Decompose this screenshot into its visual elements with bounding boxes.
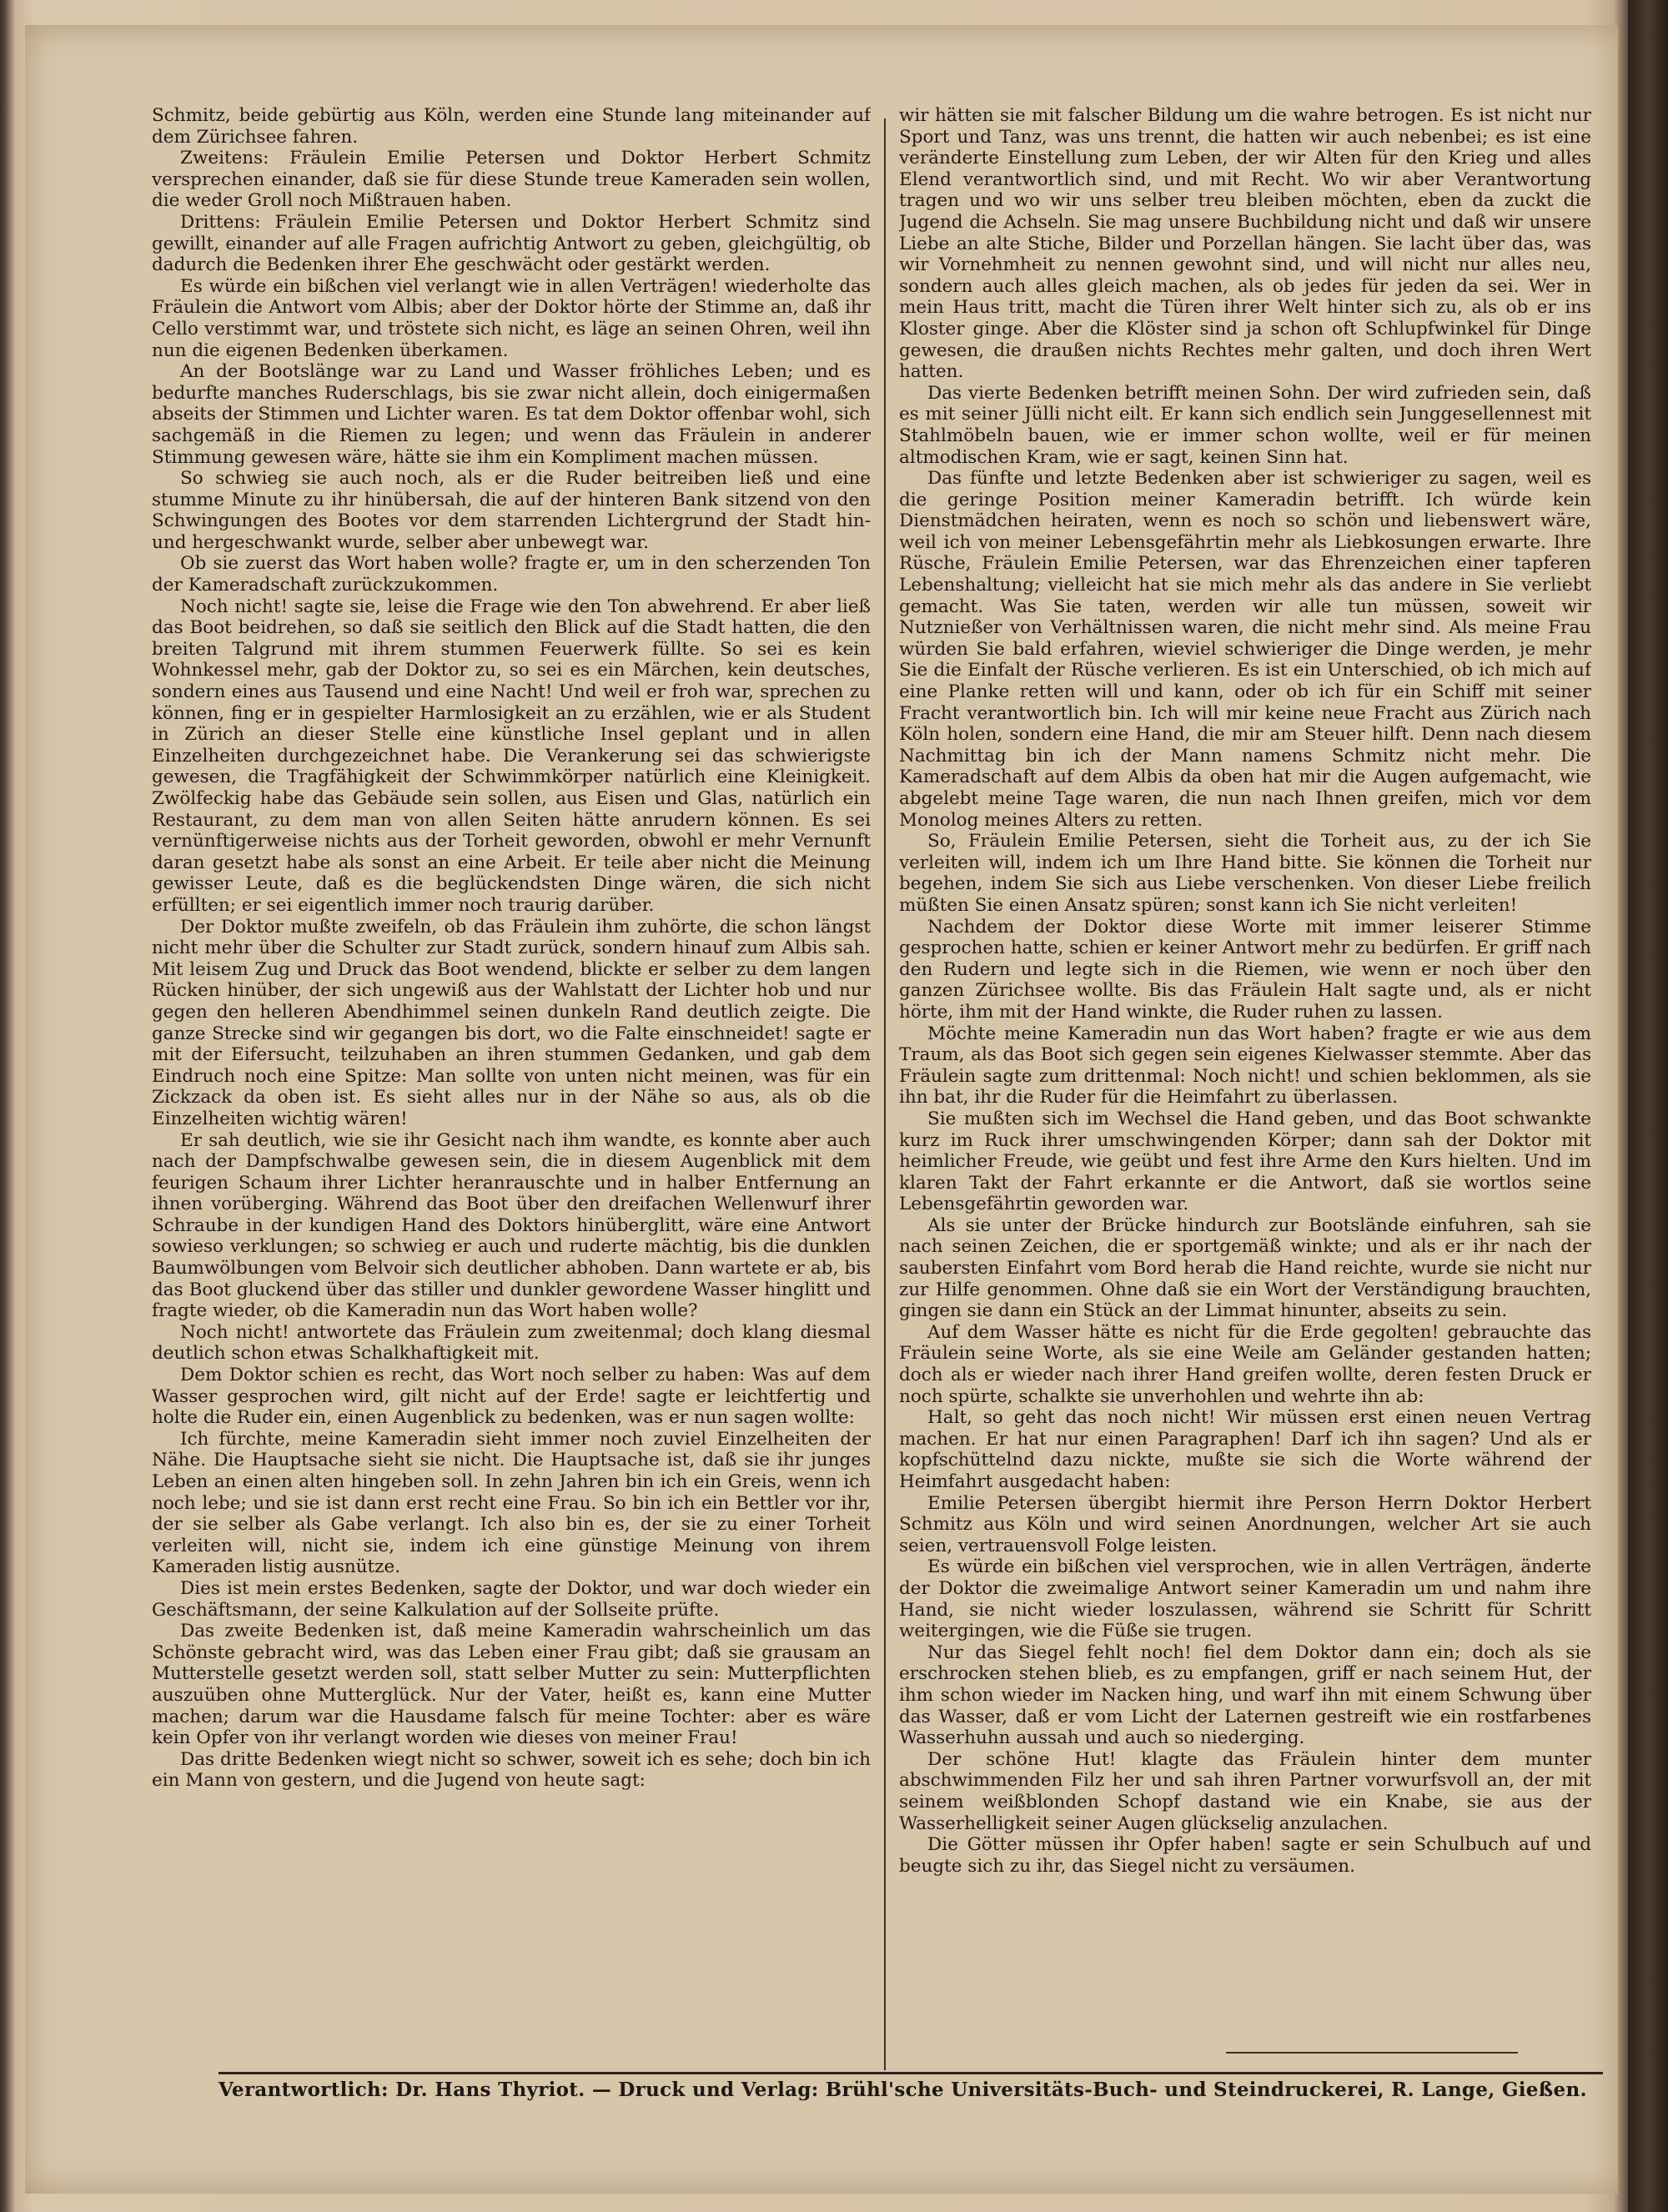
paragraph: Das fünfte und letzte Bedenken aber ist schwieriger zu sagen, weil es die geringe Position meiner Kameradin betrifft. Ich würde kein Dienstmädchen heiraten, wenn es noch so schön und liebenswert wäre, weil ich von meiner Lebensgefährtin mehr als Liebkosungen erwarte. Ihre Rüsche, Fräulein Emilie Petersen, war das Ehrenzeichen einer tapferen Lebenshaltung; vielleicht hat sie mich mehr als das andere in Sie verliebt gemacht. Was Sie taten, werden wir alle tun müssen, soweit wir Nutznießer von Verhältnissen waren, die nicht mehr sind. Als meine Frau würden Sie bald erfahren, wieviel schwieriger die Dinge werden, je mehr Sie die Einfalt der Rüsche verlieren. Es ist ein Unterschied, ob ich mich auf eine Planke retten will und kann, oder ob ich für ein Schiff mit seiner Fracht verantwortlich bin. Ich will mir keine neue Fracht aus Zürich nach Köln holen, sondern eine Hand, die mir am Steuer hilft. Denn nach diesem Nachmittag bin ich der Mann namens Schmitz nicht mehr. Die Kameradschaft auf dem Albis da oben hat mir die Augen aufgemacht, wie abgelebt meine Tage waren, die nun nach Ihnen greifen, mich vor dem Monolog meines Alters zu retten.	[899, 468, 1591, 831]
newspaper-page	[25, 25, 1618, 2194]
paragraph: An der Bootslänge war zu Land und Wasser fröhliches Leben; und es bedurfte manches Ruderschlags, bis sie zwar nicht allein, doch einigermaßen abseits der Stimmen und Lichter waren. Es tat dem Doktor offenbar wohl, sich sachgemäß in die Riemen zu legen; und wenn das Fräulein in anderer Stimmung gewesen wäre, hätte sie ihm ein Kompliment machen müssen.	[152, 361, 871, 468]
imprint-footer: Verantwortlich: Dr. Hans Thyriot. — Druck und Verlag: Brühl'sche Universitäts-Buch- und Steindruckerei, R. Lange, Gießen.	[219, 2079, 1587, 2101]
paragraph: Emilie Petersen übergibt hiermit ihre Person Herrn Doktor Herbert Schmitz aus Köln und wird seinen Anordnungen, welcher Art sie auch seien, vertrauensvoll Folge leisten.	[899, 1492, 1591, 1556]
paragraph: So schwieg sie auch noch, als er die Ruder beitreiben ließ und eine stumme Minute zu ihr hinübersah, die auf der hinteren Bank sitzend von den Schwingungen des Bootes vor dem starrenden Lichtergrund der Stadt hin- und hergeschwankt wurde, selber aber unbewegt war.	[152, 468, 871, 553]
paragraph: Ob sie zuerst das Wort haben wolle? fragte er, um in den scherzenden Ton der Kameradschaft zurückzukommen.	[152, 553, 871, 596]
column-divider	[884, 118, 886, 2070]
paragraph: wir hätten sie mit falscher Bildung um die wahre betrogen. Es ist nicht nur Sport und Tanz, was uns trennt, die hatten wir auch nebenbei; es ist eine veränderte Einstellung zum Leben, der wir Alten für den Krieg und alles Elend verantwortlich sind, und mit Recht. Wo wir aber Verantwortung tragen und wo wir uns selber treu bleiben möchten, eben da zuckt die Jugend die Achseln. Sie mag unsere Buchbildung nicht und daß wir unsere Liebe an alte Stiche, Bilder und Porzellan hängen. Sie lacht über das, was wir Vornehmheit zu nennen gewohnt sind, und will nicht nur alles neu, sondern auch alles gleich machen, als ob jedes für jeden da sei. Wer in mein Haus tritt, macht die Türen ihrer Welt hinter sich zu, als ob er ins Kloster ginge. Aber die Klöster sind ja schon oft Schlupfwinkel für Dinge gewesen, die draußen nichts Rechtes mehr galten, und doch ihren Wert hatten.	[899, 105, 1591, 383]
paragraph: Dem Doktor schien es recht, das Wort noch selber zu haben: Was auf dem Wasser gesprochen wird, gilt nicht auf der Erde! sagte er leichtfertig und holte die Ruder ein, einen Augenblick zu bedenken, was er nun sagen wollte:	[152, 1365, 871, 1429]
paragraph: Nur das Siegel fehlt noch! fiel dem Doktor dann ein; doch als sie erschrocken stehen blieb, es zu empfangen, griff er nach seinem Hut, der ihm schon wieder im Nacken hing, und warf ihn mit einem Schwung über das Wasser, daß er vom Licht der Laternen gestreift wie ein rostfarbenes Wasserhuhn aussah und auch so niederging.	[899, 1641, 1591, 1749]
paragraph: Möchte meine Kameradin nun das Wort haben? fragte er wie aus dem Traum, als das Boot sich gegen sein eigenes Kielwasser stemmte. Aber das Fräulein sagte zum drittenmal: Noch nicht! und schien beklommen, als sie ihn bat, ihr die Ruder für die Heimfahrt zu überlassen.	[899, 1023, 1591, 1109]
paragraph: Ich fürchte, meine Kameradin sieht immer noch zuviel Einzelheiten der Nähe. Die Hauptsache sieht sie nicht. Die Hauptsache ist, daß sie ihr junges Leben an einen alten hingeben soll. In zehn Jahren bin ich ein Greis, wenn ich noch lebe; und sie ist dann erst recht eine Frau. So bin ich ein Bettler vor ihr, der sie selber als Gabe verlangt. Ich also bin es, der sie zu einer Torheit verleiten will, nicht sie, indem ich eine günstige Meinung von ihrem Kameraden listig ausnütze.	[152, 1428, 871, 1578]
left-text-column	[152, 105, 871, 2065]
paragraph: Das vierte Bedenken betrifft meinen Sohn. Der wird zufrieden sein, daß es mit seiner Jülli nicht eilt. Er kann sich endlich sein Junggesellennest mit Stahlmöbeln bauen, wie er immer schon wollte, weil er für meinen altmodischen Kram, wie er sagt, keinen Sinn hat.	[899, 382, 1591, 468]
paragraph: Es würde ein bißchen viel verlangt wie in allen Verträgen! wiederholte das Fräulein die Antwort vom Albis; aber der Doktor hörte der Stimme an, daß ihr Cello verstimmt war, und tröstete sich nicht, es läge an seinen Ohren, weil ihn nun die eigenen Bedenken überkamen.	[152, 275, 871, 361]
paragraph: Drittens: Fräulein Emilie Petersen und Doktor Herbert Schmitz sind gewillt, einander auf alle Fragen aufrichtig Antwort zu geben, gleichgültig, ob dadurch die Bedenken ihrer Ehe geschwächt oder gestärkt werden.	[152, 211, 871, 276]
footer-rule	[219, 2072, 1603, 2074]
paragraph: Er sah deutlich, wie sie ihr Gesicht nach ihm wandte, es konnte aber auch nach der Dampfschwalbe gewesen sein, die in diesem Augenblick mit dem feurigen Schaum ihrer Lichter heranrauschte und in halber Entfernung an ihnen vorüberging. Während das Boot über den dreifachen Wellenwurf ihrer Schraube in der kundigen Hand des Doktors hinüberglitt, wäre eine Antwort sowieso verklungen; so schwieg er auch und ruderte mächtig, bis die dunklen Baumwölbungen vom Belvoir sich deutlicher abhoben. Dann wartete er ab, bis das Boot gluckend über das stiller und dunkler gewordene Wasser hinglitt und fragte wieder, ob die Kameradin nun das Wort haben wolle?	[152, 1129, 871, 1322]
paragraph: Der Doktor mußte zweifeln, ob das Fräulein ihm zuhörte, die schon längst nicht mehr über die Schulter zur Stadt zurück, sondern hinauf zum Albis sah. Mit leisem Zug und Druck das Boot wendend, blickte er selber zu dem langen Rücken hinüber, der sich ungewiß aus der Wahlstatt der Lichter hob und nur gegen den helleren Abendhimmel seinen dunkeln Rand deutlich zeigte. Die ganze Strecke sind wir gegangen bis dort, wo die Falte einschneidet! sagte er mit der Eifersucht, teilzuhaben an ihren stummen Gedanken, und gab dem Eindruch noch eine Spitze: Man sollte von unten nicht meinen, was für ein Zickzack da oben ist. Es sieht alles nur in der Nähe so aus, als ob die Einzelheiten wichtig wären!	[152, 916, 871, 1129]
paragraph: Es würde ein bißchen viel versprochen, wie in allen Verträgen, änderte der Doktor die zweimalige Antwort seiner Kameradin um und nahm ihre Hand, sie nicht wieder loszulassen, während sie Schritt für Schritt weitergingen, wie die Füße sie trugen.	[899, 1556, 1591, 1642]
paragraph: Das dritte Bedenken wiegt nicht so schwer, soweit ich es sehe; doch bin ich ein Mann von gestern, und die Jugend von heute sagt:	[152, 1748, 871, 1792]
paragraph: Als sie unter der Brücke hindurch zur Bootsländе einfuhren, sah sie nach seinen Zeichen, die er sportgemäß winkte; und als er ihr nach der saubersten Einfahrt vom Bord herab die Hand reichte, wurde sie nicht nur zur Hilfe genommen. Ohne daß sie ein Wort der Verständigung brauchten, gingen sie dann ein Stück an der Limmat hinunter, abseits zu sein.	[899, 1214, 1591, 1322]
paragraph: Nachdem der Doktor diese Worte mit immer leiserer Stimme gesprochen hatte, schien er keiner Antwort mehr zu bedürfen. Er griff nach den Rudern und legte sich in die Riemen, wie wenn er noch über den ganzen Zürichsee wollte. Bis das Fräulein Halt sagte und, als er nicht hörte, ihm mit der Hand winkte, die Ruder ruhen zu lassen.	[899, 916, 1591, 1023]
paragraph: Zweitens: Fräulein Emilie Petersen und Doktor Herbert Schmitz versprechen einander, daß sie für diese Stunde treue Kameraden sein wollen, die weder Groll noch Mißtrauen haben.	[152, 148, 871, 212]
paragraph: Sie mußten sich im Wechsel die Hand geben, und das Boot schwankte kurz im Ruck ihrer umschwingenden Körper; dann sah der Doktor mit heimlicher Freude, wie geübt und fest ihre Arme den Kurs hielten. Und im klaren Takt der Fahrt erkannte er die Antwort, daß sie wortlos seine Lebensgefährtin geworden war.	[899, 1108, 1591, 1215]
right-text-column	[899, 105, 1591, 2065]
paragraph: Noch nicht! antwortete das Fräulein zum zweitenmal; doch klang diesmal deutlich schon etwas Schalkhaftigkeit mit.	[152, 1321, 871, 1365]
paragraph: Halt, so geht das noch nicht! Wir müssen erst einen neuen Vertrag machen. Er hat nur einen Paragraphen! Darf ich ihn sagen? Und als er kopfschüttelnd dazu nickte, mußte sie sich die Worte während der Heimfahrt ausgedacht haben:	[899, 1407, 1591, 1492]
article-end-rule	[1226, 2052, 1518, 2054]
paragraph: Die Götter müssen ihr Opfer haben! sagte er sein Schulbuch auf und beugte sich zu ihr, das Siegel nicht zu versäumen.	[899, 1834, 1591, 1877]
paragraph: Das zweite Bedenken ist, daß meine Kameradin wahrscheinlich um das Schönste gebracht wird, was das Leben einer Frau gibt; daß sie grausam an Mutterstelle gesetzt werden soll, statt selber Mutter zu sein: Mutterpflichten auszuüben ohne Mutterglück. Nur der Vater, heißt es, kann eine Mutter machen; darum war die Hausdame falsch für meine Tochter: aber es wäre kein Opfer von ihr verlangt worden wie dieses von meiner Frau!	[152, 1621, 871, 1749]
paragraph: Schmitz, beide gebürtig aus Köln, werden eine Stunde lang miteinander auf dem Zürichsee fahren.	[152, 105, 871, 148]
paragraph: Auf dem Wasser hätte es nicht für die Erde gegolten! gebrauchte das Fräulein seine Worte, als sie eine Weile am Geländer gestanden hatten; doch als er wieder nach ihrer Hand greifen wollte, deren festen Druck er noch spürte, schalkte sie unverhohlen und wehrte ihn ab:	[899, 1321, 1591, 1407]
paragraph: Der schöne Hut! klagte das Fräulein hinter dem munter abschwimmenden Filz her und sah ihren Partner vorwurfsvoll an, der mit seinem weißblonden Schopf dastand wie ein Knabe, sie aus der Wasserhelligkeit seiner Augen glückselig anzulachen.	[899, 1748, 1591, 1834]
book-binding-edge	[1628, 0, 1668, 2212]
paragraph: So, Fräulein Emilie Petersen, sieht die Torheit aus, zu der ich Sie verleiten will, indem ich um Ihre Hand bitte. Sie können die Torheit nur begehen, indem Sie sich aus Liebe verschenken. Von dieser Liebe freilich müßten Sie einen Ansatz spüren; sonst kann ich Sie nicht verleiten!	[899, 831, 1591, 916]
paragraph: Dies ist mein erstes Bedenken, sagte der Doktor, und war doch wieder ein Geschäftsmann, der seine Kalkulation auf der Sollseite prüfte.	[152, 1577, 871, 1621]
paragraph: Noch nicht! sagte sie, leise die Frage wie den Ton abwehrend. Er aber ließ das Boot beidrehen, so daß sie seitlich den Blick auf die Stadt hatten, die den breiten Talgrund mit ihrem stummen Feuerwerk füllte. So sei es kein Wohnkessel mehr, gab der Doktor zu, so sei es ein Märchen, kein deutsches, sondern eines aus Tausend und eine Nacht! Und weil er froh war, sprechen zu können, fing er in gespielter Harmlosigkeit an zu erzählen, wie er als Student in Zürich an dieser Stelle eine künstliche Insel geplant und in allen Einzelheiten durchgezeichnet habe. Die Verankerung sei das schwierigste gewesen, die Tragfähigkeit der Schwimmkörper natürlich eine Kleinigkeit. Zwölfeckig habe das Gebäude sein sollen, aus Eisen und Glas, natürlich ein Restaurant, zu dem man von allen Seiten hätte anrudern können. Es sei vernünftigerweise nichts aus der Torheit geworden, obwohl er mehr Vernunft daran gesetzt habe als sonst an eine Arbeit. Er teile aber nicht die Meinung gewisser Leute, daß es die beglückendsten Dinge wären, die sich nicht erfüllten; er sei eigentlich immer noch traurig darüber.	[152, 596, 871, 916]
